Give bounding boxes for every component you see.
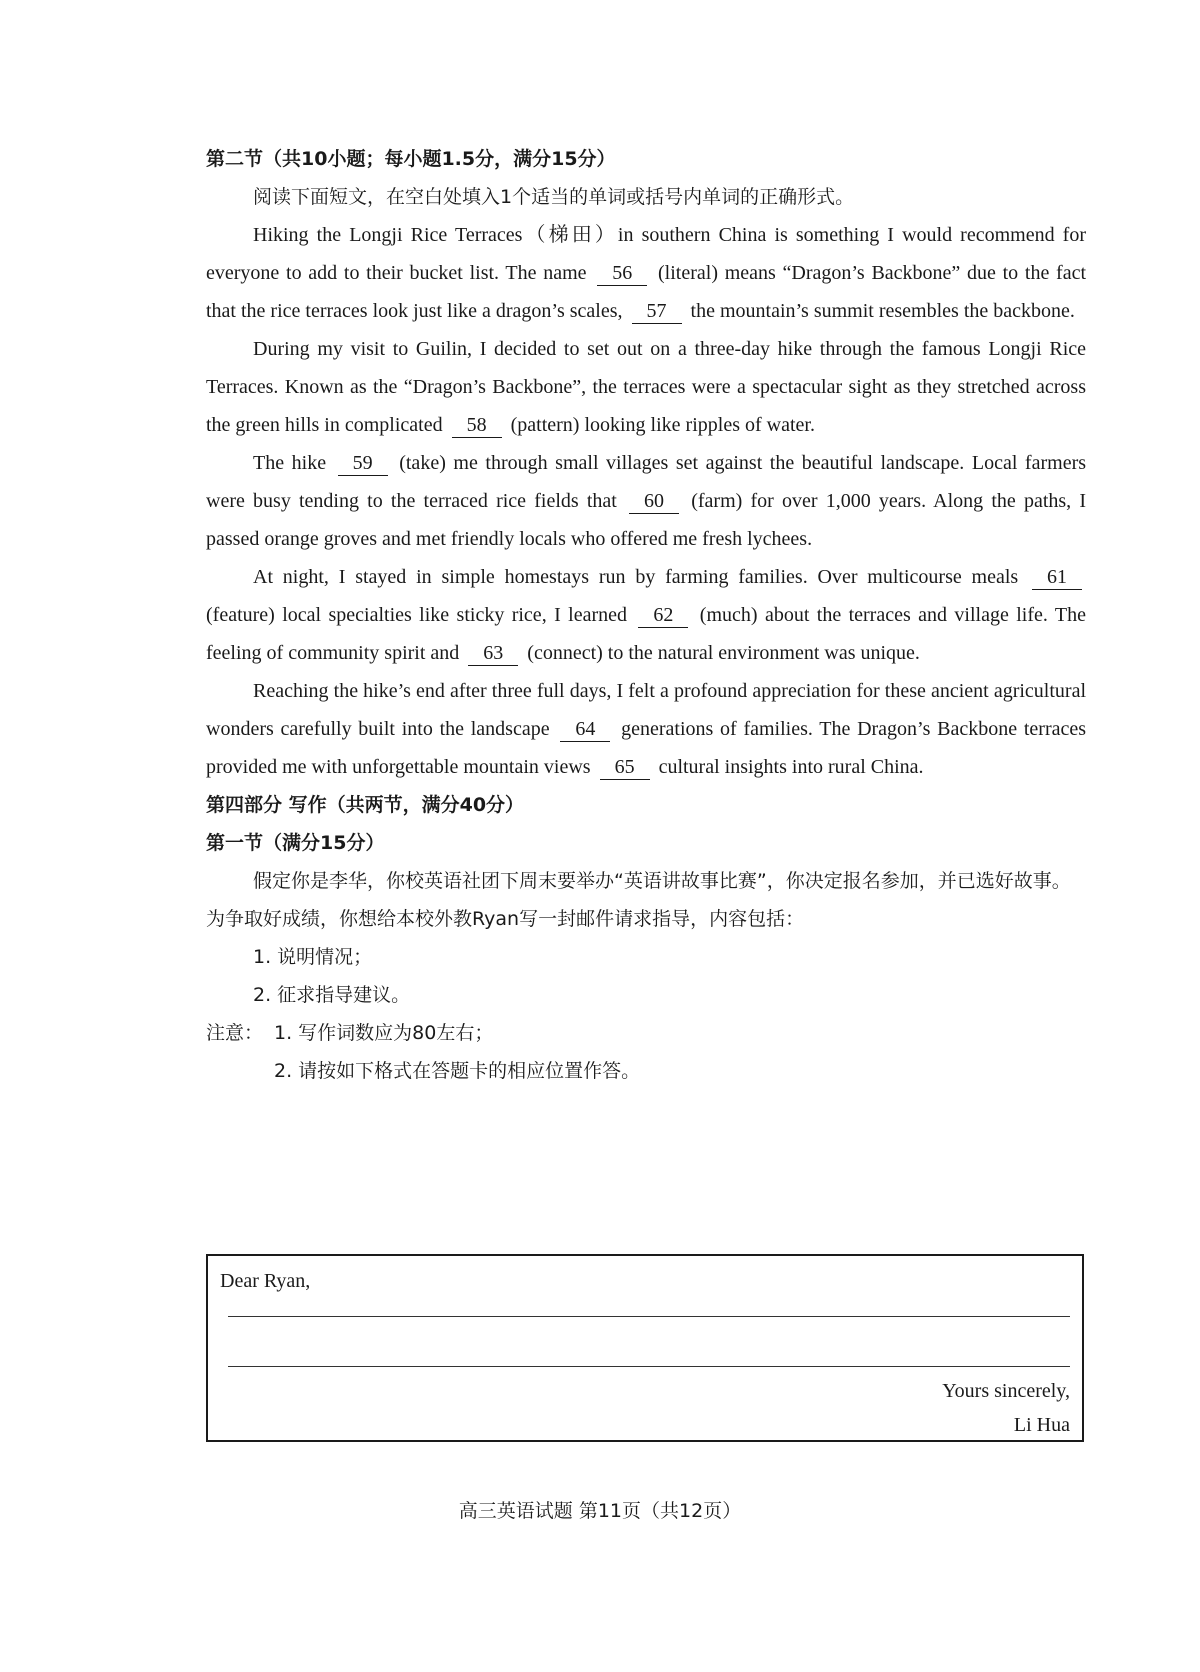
exam-page <box>206 140 1086 1090</box>
blank-57: 57 <box>632 299 682 324</box>
blank-65: 65 <box>600 755 650 780</box>
blank-58: 58 <box>452 413 502 438</box>
note-row <box>206 1014 1086 1052</box>
blank-56: 56 <box>597 261 647 286</box>
writing-prompt: 假定你是李华，你校英语社团下周末要举办“英语讲故事比赛”，你决定报名参加，并已选好故事。为争取好成绩，你想给本校外教Ryan写一封邮件请求指导，内容包括： <box>206 870 1071 930</box>
paragraph-2: During my visit to Guilin, I decided to set out on a three-day hike through the famous Longji Rice Terraces. Known as the “Dragon’s Backbone”, the terraces were a spectacular sight as they stretched across the green hills in complicated 58 (pattern) looking like ripples of water. <box>206 338 1086 436</box>
section2-title: 第二节（共10小题；每小题1.5分，满分15分） <box>206 148 616 170</box>
letter-signature: Li Hua <box>1013 1414 1070 1436</box>
paragraph-3: The hike 59 (take) me through small villages set against the beautiful landscape. Local farmers were busy tending to the terraced rice fields that 60 (farm) for over 1,000 years. Along the paths, I passed orange groves and met friendly locals who offered me fresh lychees. <box>206 452 1087 550</box>
letter-closing: Yours sincerely, <box>942 1380 1070 1402</box>
letter-closing-block <box>942 1374 1070 1442</box>
writing-item-1: 1. 说明情况； <box>253 946 373 968</box>
blank-61: 61 <box>1032 565 1082 590</box>
note-label: 注意： <box>206 1022 264 1044</box>
blank-63: 63 <box>468 641 518 666</box>
answer-line-2 <box>228 1366 1070 1367</box>
part4-title: 第四部分 写作（共两节，满分40分） <box>206 794 525 816</box>
blank-64: 64 <box>560 717 610 742</box>
page-footer: 高三英语试题 第11页（共12页） <box>458 1500 742 1522</box>
writing-item-2: 2. 征求指导建议。 <box>253 984 411 1006</box>
note-1: 1. 写作词数应为80左右； <box>274 1022 494 1044</box>
blank-59: 59 <box>338 451 388 476</box>
paragraph-5: Reaching the hike’s end after three full days, I felt a profound appreciation for these ancient agricultural wonders carefully built into the landscape 64 generations of families. The Dragon’s Backbone terraces provided me with unforgettable mountain views 65 cultural insights into rural China. <box>206 680 1087 778</box>
paragraph-4: At night, I stayed in simple homestays run by farming families. Over multicourse meals 61 (feature) local specialties like sticky rice, I learned 62 (much) about the terraces and village life. The feeling of community spirit and 63 (connect) to the natural environment was unique. <box>206 566 1087 664</box>
letter-greeting: Dear Ryan, <box>220 1270 311 1292</box>
note-2: 2. 请按如下格式在答题卡的相应位置作答。 <box>274 1060 641 1082</box>
part4-subtitle: 第一节（满分15分） <box>206 832 385 854</box>
answer-line-1 <box>228 1316 1070 1317</box>
letter-answer-box <box>206 1254 1084 1442</box>
section2-instruction: 阅读下面短文，在空白处填入1个适当的单词或括号内单词的正确形式。 <box>253 186 855 208</box>
blank-60: 60 <box>629 489 679 514</box>
blank-62: 62 <box>638 603 688 628</box>
paragraph-1: Hiking the Longji Rice Terraces（梯田）in southern China is something I would recommend for everyone to add to their bucket list. The name 56 (literal) means “Dragon’s Backbone” due to the fact that the rice terraces look just like a dragon’s scales, 57 the mountain’s summit resembles the backbone. <box>206 224 1087 322</box>
